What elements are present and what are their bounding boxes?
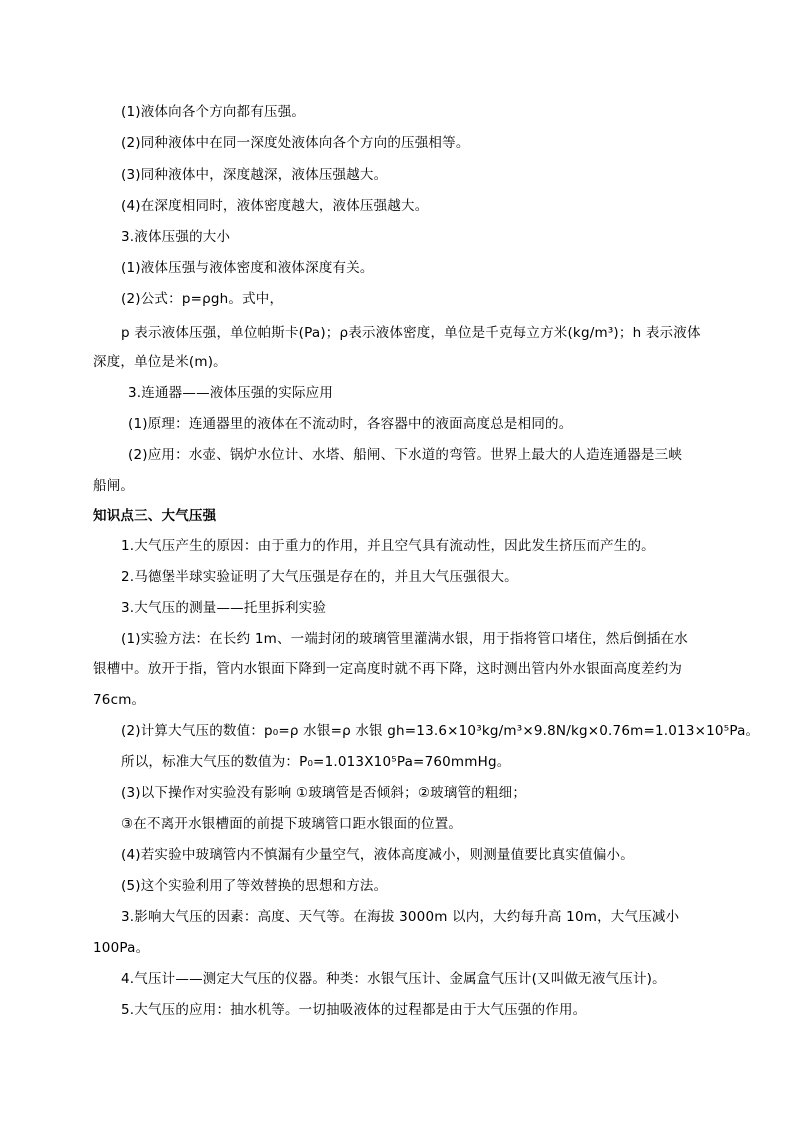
section-heading: 3.液体压强的大小 — [121, 229, 231, 245]
text-line: (4)在深度相同时，液体密度越大，液体压强越大。 — [121, 198, 429, 214]
section-heading: 3.大气压的测量——托里拆利实验 — [121, 600, 327, 616]
text-line: (3)以下操作对实验没有影响 ①玻璃管是否倾斜；②玻璃管的粗细； — [121, 785, 527, 801]
text-line: 5.大气压的应用：抽水机等。一切抽吸液体的过程都是由于大气压强的作用。 — [121, 1002, 587, 1018]
text-line: (1)实验方法：在长约 1m、一端封闭的玻璃管里灌满水银，用于指将管口堵住，然后倒插在水 — [121, 631, 688, 647]
text-line: (5)这个实验利用了等效替换的思想和方法。 — [121, 878, 388, 894]
text-line: 所以，标准大气压的数值为：P₀=1.013X10⁵Pa=760mmHg。 — [121, 754, 511, 770]
text-line: 100Pa。 — [93, 940, 150, 956]
text-line: (1)液体压强与液体密度和液体深度有关。 — [121, 260, 374, 276]
section-heading: 3.连通器——液体压强的实际应用 — [128, 385, 334, 401]
text-line: 深度，单位是米(m)。 — [93, 354, 227, 370]
text-line: (2)公式：p=ρgh。式中， — [121, 291, 284, 307]
text-line: 2.马德堡半球实验证明了大气压强是存在的，并且大气压强很大。 — [121, 569, 518, 585]
formula-line: (2)计算大气压的数值：p₀=ρ 水银=ρ 水银 gh=13.6×10³kg/m³×9.8N/kg×0.76m=1.013×10⁵Pa。 — [121, 723, 760, 739]
knowledge-point-heading: 知识点三、大气压强 — [93, 508, 217, 524]
text-line: 76cm。 — [93, 692, 146, 708]
text-line: 4.气压计——测定大气压的仪器。种类：水银气压计、金属盒气压计(又叫做无液气压计)。 — [121, 971, 666, 987]
text-line: 银槽中。放开于指，管内水银面下降到一定高度时就不再下降，这时测出管内外水银面高度差约为 — [93, 661, 683, 677]
text-line: (1)原理：连通器里的液体在不流动时，各容器中的液面高度总是相同的。 — [128, 416, 573, 432]
text-line: p 表示液体压强，单位帕斯卡(Pa)；ρ表示液体密度，单位是千克每立方米(kg/m³)；h 表示液体 — [121, 325, 701, 341]
text-line: 船闸。 — [93, 478, 135, 494]
text-line: ③在不离开水银槽面的前提下玻璃管口距水银面的位置。 — [121, 816, 463, 832]
text-line: (1)液体向各个方向都有压强。 — [121, 104, 306, 120]
text-line: (4)若实验中玻璃管内不慎漏有少量空气，液体高度减小，则测量值要比真实值偏小。 — [121, 847, 634, 863]
text-line: 3.影响大气压的因素：高度、天气等。在海拔 3000m 以内，大约每升高 10m，大气压减小 — [121, 909, 680, 925]
text-line: 1.大气压产生的原因：由于重力的作用，并且空气具有流动性，因此发生挤压而产生的。 — [121, 538, 655, 554]
text-line: (3)同种液体中，深度越深，液体压强越大。 — [121, 167, 388, 183]
text-line: (2)应用：水壶、锅炉水位计、水塔、船闸、下水道的弯管。世界上最大的人造连通器是三峡 — [128, 447, 683, 463]
text-line: (2)同种液体中在同一深度处液体向各个方向的压强相等。 — [121, 135, 470, 151]
